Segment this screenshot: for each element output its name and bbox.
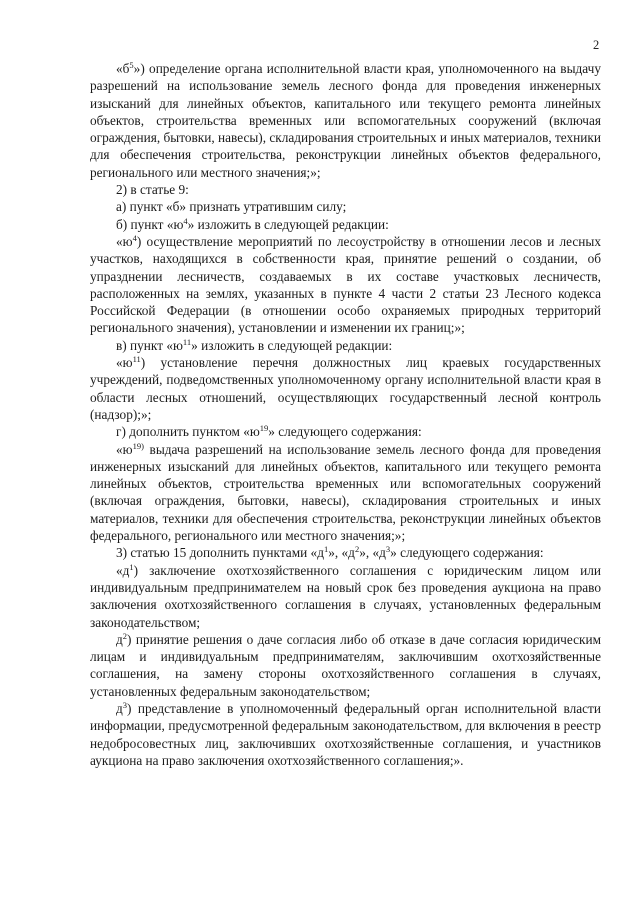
paragraph-text: » изложить в следующей редакции: [191,337,393,353]
paragraph [90,216,601,233]
paragraph [90,60,601,181]
paragraph-text: б) пункт «ю [116,216,184,232]
paragraph-text: д [116,700,123,716]
paragraph-text: 3) статью 15 дополнить пунктами «д [116,545,324,561]
superscript-index: 1 [129,561,134,572]
superscript-index: 1 [323,544,329,555]
paragraph [90,631,601,700]
paragraph-text: ) принятие решения о даче согласия либо об отказе в даче согласия юридическим лицам и индивидуальным предпринимателям, заключившим охотхозяйственные соглашения, на замену стороны охотхозяйственного соглашения в случаях, установленных федеральным законодательством; [90,631,601,699]
paragraph-text: а) пункт «б» признать утратившим силу; [116,199,347,215]
paragraph [90,544,601,561]
paragraph-text: д [116,631,123,647]
superscript-index: 3 [122,699,128,710]
paragraph-text: ») определение органа исполнительной власти края, уполномоченного на выдачу разрешений на использование земель лесного фонда для проведения инженерных изысканий для линейных объектов, капитального или текущего ремонта линейных объектов, строительства временных или вспомогательных сооружений (включая ограждения, бытовки, навесы), складирования строительных и иных материалов, техники для обеспечения строительства, реконструкции линейных объектов федерального, регионального или местного значения;»; [90,61,601,180]
paragraph [90,700,601,769]
document-body [90,60,601,769]
paragraph-text: г) дополнить пунктом «ю [116,424,260,440]
superscript-index: 4 [183,215,188,226]
superscript-index: 19 [259,423,269,434]
paragraph [90,441,601,545]
page-number: 2 [593,38,600,52]
paragraph-text: ) заключение охотхозяйственного соглашения с юридическим лицом или индивидуальным предпринимателем на новый срок без проведения аукциона на право заключения охотхозяйственного соглашения в случаях, установленных федеральным законодательством; [90,562,601,630]
paragraph-text: ) представление в уполномоченный федеральный орган исполнительной власти информации, предусмотренной федеральным законодательством, для включения в реестр недобросовестных лиц, заключивших охотхозяйственные соглашения, и участников аукциона на право заключения охотхозяйственного соглашения;». [90,700,601,768]
superscript-index: 11 [182,336,192,347]
paragraph [90,562,601,631]
superscript-index: 11 [132,354,141,365]
paragraph [90,181,601,198]
paragraph [90,233,601,337]
superscript-index: 2 [122,630,128,641]
paragraph [90,423,601,440]
paragraph [90,337,601,354]
superscript-index: 4 [132,232,137,243]
paragraph [90,198,601,215]
paragraph-text: 2) в статье 9: [116,182,189,198]
paragraph-text: », «д [328,545,355,561]
paragraph-text: в) пункт «ю [116,337,183,353]
superscript-index: 3 [385,544,391,555]
paragraph-text: ) установление перечня должностных лиц краевых государственных учреждений, подведомственных уполномоченному органу исполнительной власти края в области лесных отношений, осуществляющих государственный лесной контроль (надзор);»; [90,355,601,422]
paragraph-text: выдача разрешений на использование земель лесного фонда для проведения инженерных изысканий для линейных объектов, капитального или текущего ремонта линейных объектов, строительства временных или вспомогательных сооружений (включая ограждения, бытовки, навесы), складирования строительных и иных материалов, техники для обеспечения строительства, реконструкции линейных объектов федерального, регионального или местного значения;»; [90,441,601,544]
paragraph-text: » следующего содержания: [268,424,422,440]
paragraph [90,354,601,423]
superscript-index: 5 [129,60,134,70]
superscript-index: 2 [354,544,360,555]
paragraph-text: », «д [359,545,386,561]
paragraph-text: » изложить в следующей редакции: [187,216,389,232]
superscript-index: 19) [132,440,144,451]
paragraph-text: «д [116,562,130,578]
paragraph-text: «ю [116,441,133,457]
paragraph-text: ) осуществление мероприятий по лесоустройству в отношении лесов и лесных участков, находящихся в собственности края, принятие решений о создании, об упразднении лесничеств, создаваемых в их составе участковых лесничеств, расположенных на землях, указанных в пункте 4 части 2 статьи 23 Лесного кодекса Российской Федерации (в отношении особо охраняемых природных территорий регионального значения), установлении и изменении их границ;»; [90,233,601,336]
paragraph-text: «ю [116,233,133,249]
paragraph-text: «ю [116,355,133,371]
paragraph-text: » следующего содержания: [390,545,544,561]
paragraph-text: «б [116,61,130,76]
